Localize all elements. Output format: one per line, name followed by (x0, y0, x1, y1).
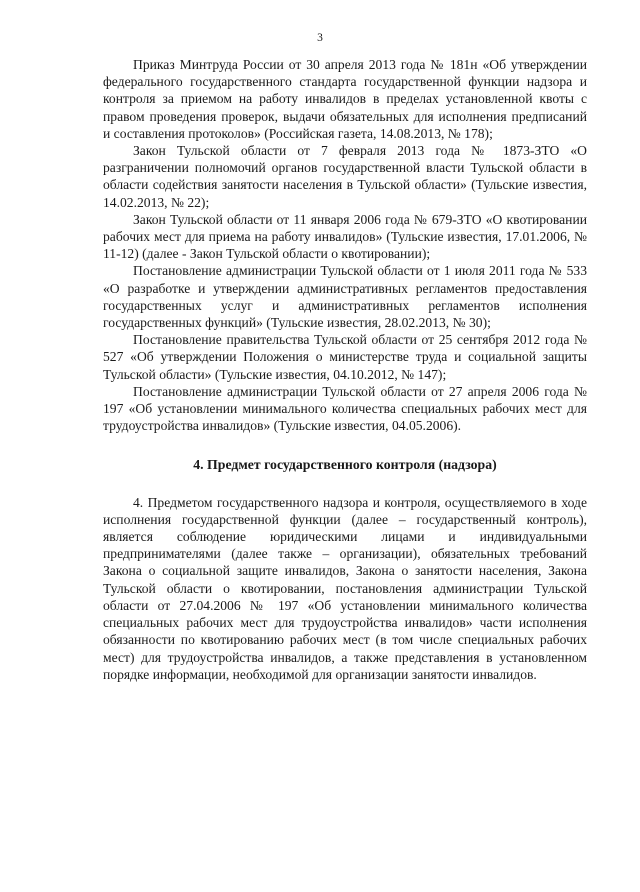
paragraph-law-679: Закон Тульской области от 11 января 2006 года № 679-ЗТО «О квотировании рабочих мест для приема на работу инвалидов» (Тульские известия, 17.01.2006, № 11-12) (далее - Закон Тульской области о квотировании); (103, 211, 587, 262)
paragraph-resolution-533: Постановление администрации Тульской области от 1 июля 2011 года № 533 «О разработке и утверждении административных регламентов предоставления государственных услуг и административных регламентов исполнения государственных функций» (Тульские известия, 28.02.2013, № 30); (103, 263, 587, 331)
paragraph-resolution-527: Постановление правительства Тульской области от 25 сентября 2012 года № 527 «Об утверждении Положения о министерстве труда и социальной защиты Тульской области» (Тульские известия, 04.10.2012, № 147); (103, 332, 587, 382)
paragraph-law-1873: Закон Тульской области от 7 февраля 2013 года № 1873-ЗТО «О разграничении полномочий органов государственной власти Тульской области в области содействия занятости населения в Тульской области» (Тульские известия, 14.02.2013, № 22); (103, 143, 587, 210)
page-number: 3 (317, 32, 323, 44)
paragraph-resolution-197: Постановление администрации Тульской области от 27 апреля 2006 года № 197 «Об установлении минимального количества специальных рабочих мест для трудоустройства инвалидов» (Тульские известия, 04.05.2006). (103, 383, 587, 434)
document-body (103, 56, 587, 683)
section-paragraph: 4. Предметом государственного надзора и контроля, осуществляемого в ходе исполнения государственной функции (далее – государственный контроль), является соблюдение юридическими лицами и индивидуальными предпринимателями (далее также – организации), обязательных требований Закона о социальной защите инвалидов, Закона о занятости населения, Закона Тульской области о квотировании, постановления администрации Тульской области от 27.04.2006 № 197 «Об установлении минимального количества специальных рабочих мест для трудоустройства инвалидов» части исполнения обязанности по квотированию рабочих мест (в том числе специальных рабочих мест) для трудоустройства инвалидов, а также представления в установленном порядке информации, необходимой для организации занятости инвалидов. (103, 494, 587, 682)
paragraph-order-mintrud: Приказ Минтруда России от 30 апреля 2013 года № 181н «Об утверждении федерального государственного стандарта государственной функции надзора и контроля за приемом на работу инвалидов в пределах установленной квоты с правом проведения проверок, выдачи обязательных для исполнения предписаний и составления протоколов» (Российская газета, 14.08.2013, № 178); (103, 57, 587, 141)
section-heading: 4. Предмет государственного контроля (надзора) (193, 457, 497, 473)
